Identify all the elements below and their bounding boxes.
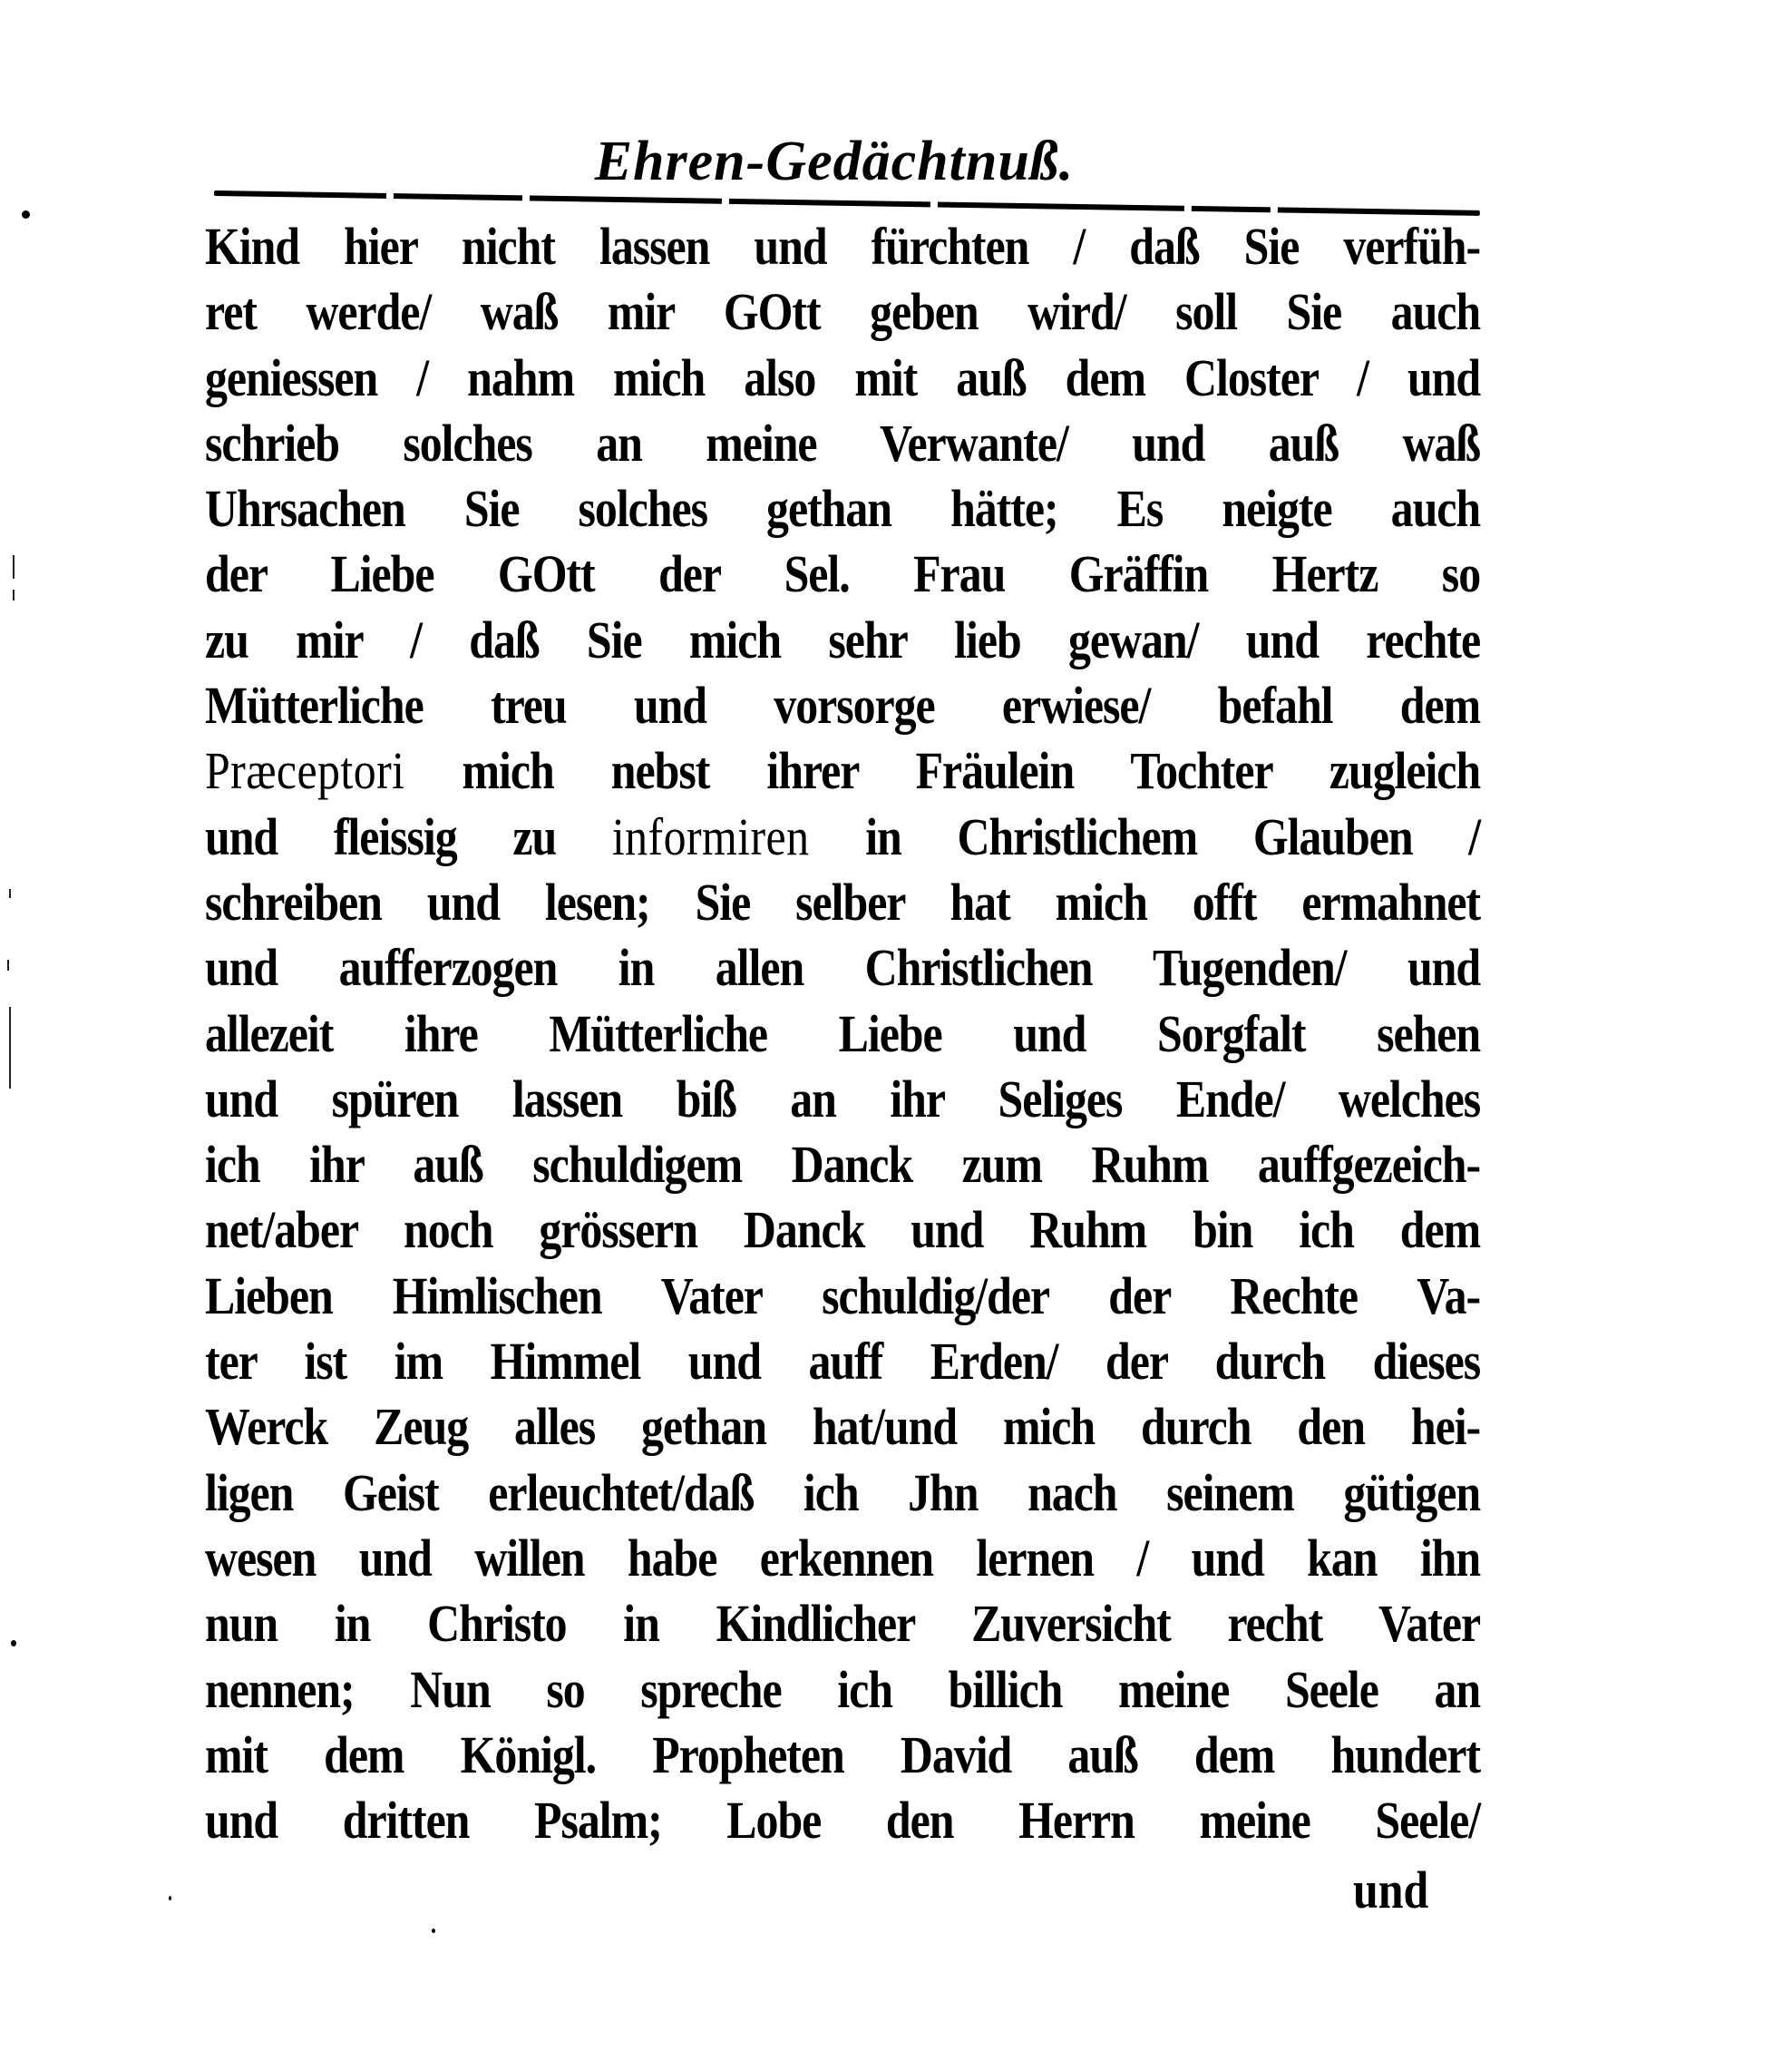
rule-gap	[930, 200, 938, 208]
text-line	[205, 1788, 1480, 1853]
rule-gap	[522, 194, 530, 201]
rule-gap	[386, 192, 394, 200]
fraktur-text: ligen Geist erleuchtet/daß ich Jhn nach seinem gütigen	[205, 1462, 1481, 1522]
text-line	[205, 411, 1480, 476]
text-line	[205, 935, 1480, 1001]
roman-type-word: informiren	[611, 806, 810, 866]
text-line	[205, 1329, 1480, 1394]
text-line	[205, 279, 1480, 345]
fraktur-text: zu mir / daß Sie mich sehr lieb gewan/ und rechte	[205, 610, 1481, 669]
fraktur-text: Mütterliche treu und vorsorge erwiese/ befahl dem	[205, 676, 1481, 736]
text-line	[205, 1001, 1480, 1067]
text-line	[205, 870, 1480, 935]
fraktur-text: ter ist im Himmel und auff Erden/ der durch dieses	[205, 1332, 1481, 1392]
text-line	[205, 476, 1480, 542]
fraktur-text: ret werde/ waß mir GOtt geben wird/ soll Sie auch	[205, 282, 1481, 342]
fraktur-text: in Christlichem Glauben /	[809, 806, 1481, 866]
fraktur-text: ich ihr auß schuldigem Danck zum Ruhm auffgezeich-	[205, 1135, 1481, 1195]
text-line	[205, 1460, 1480, 1526]
rule-gap	[1184, 205, 1192, 212]
ink-speck	[22, 210, 30, 219]
fraktur-text: und dritten Psalm; Lobe den Herrn meine Seele/	[205, 1791, 1481, 1851]
fraktur-text: und aufferzogen in allen Christlichen Tugenden/ und	[205, 938, 1481, 998]
header-rule	[214, 190, 1480, 216]
rule-gap	[1271, 206, 1278, 213]
fraktur-text: Kind hier nicht lassen und fürchten / daß Sie verfüh-	[205, 217, 1481, 276]
text-line	[205, 1132, 1480, 1197]
body-text	[205, 214, 1480, 1853]
roman-type-word: Præceptori	[205, 741, 405, 801]
fraktur-text: allezeit ihre Mütterliche Liebe und Sorgfalt sehen	[205, 1003, 1481, 1063]
catchword: und	[1353, 1861, 1429, 1919]
fraktur-text: schrieb solches an meine Verwante/ und auß waß	[205, 413, 1481, 473]
margin-mark	[9, 1007, 11, 1089]
text-line	[205, 673, 1480, 738]
text-line	[205, 1264, 1480, 1329]
margin-mark	[13, 555, 15, 579]
running-head: Ehren-Gedächtnuß.	[594, 131, 1075, 192]
fraktur-text: und spüren lassen biß an ihr Seliges Ende/ welches	[205, 1069, 1481, 1128]
fraktur-text: und fleissig zu	[205, 806, 612, 866]
fraktur-text: nennen; Nun so spreche ich billich meine Seele an	[205, 1659, 1481, 1719]
ink-speck	[432, 1929, 435, 1933]
text-line	[205, 214, 1480, 279]
text-line	[205, 1657, 1480, 1723]
text-line	[205, 1067, 1480, 1132]
text-line	[205, 542, 1480, 607]
ink-speck	[169, 1896, 171, 1900]
text-line	[205, 738, 1480, 804]
margin-mark	[9, 889, 11, 898]
margin-mark	[7, 960, 9, 971]
fraktur-text: schreiben und lesen; Sie selber hat mich offt ermahnet	[205, 872, 1481, 932]
text-line	[205, 346, 1480, 411]
fraktur-text: mit dem Königl. Propheten David auß dem hundert	[205, 1724, 1481, 1784]
fraktur-text: geniessen / nahm mich also mit auß dem Closter / und	[205, 347, 1481, 407]
text-line	[205, 1197, 1480, 1263]
fraktur-text: Lieben Himlischen Vater schuldig/der der Rechte Va-	[205, 1265, 1481, 1325]
text-line	[205, 608, 1480, 673]
fraktur-text: net/aber noch grössern Danck und Ruhm bin ich dem	[205, 1200, 1481, 1260]
rule-gap	[722, 198, 729, 205]
margin-mark	[13, 590, 15, 601]
text-line	[205, 1394, 1480, 1460]
fraktur-text: Werck Zeug alles gethan hat/und mich durch den hei-	[205, 1397, 1481, 1457]
text-line	[205, 1723, 1480, 1788]
text-line	[205, 805, 1480, 870]
fraktur-text: nun in Christo in Kindlicher Zuversicht recht Vater	[205, 1594, 1481, 1654]
fraktur-text: der Liebe GOtt der Sel. Frau Gräffin Hertz so	[205, 544, 1481, 604]
fraktur-text: Uhrsachen Sie solches gethan hätte; Es neigte auch	[205, 479, 1481, 539]
text-line	[205, 1526, 1480, 1591]
ink-speck	[11, 1640, 16, 1646]
fraktur-text: wesen und willen habe erkennen lernen / und kan ihn	[205, 1528, 1481, 1587]
fraktur-text: mich nebst ihrer Fräulein Tochter zugleich	[404, 741, 1481, 801]
text-line	[205, 1591, 1480, 1656]
